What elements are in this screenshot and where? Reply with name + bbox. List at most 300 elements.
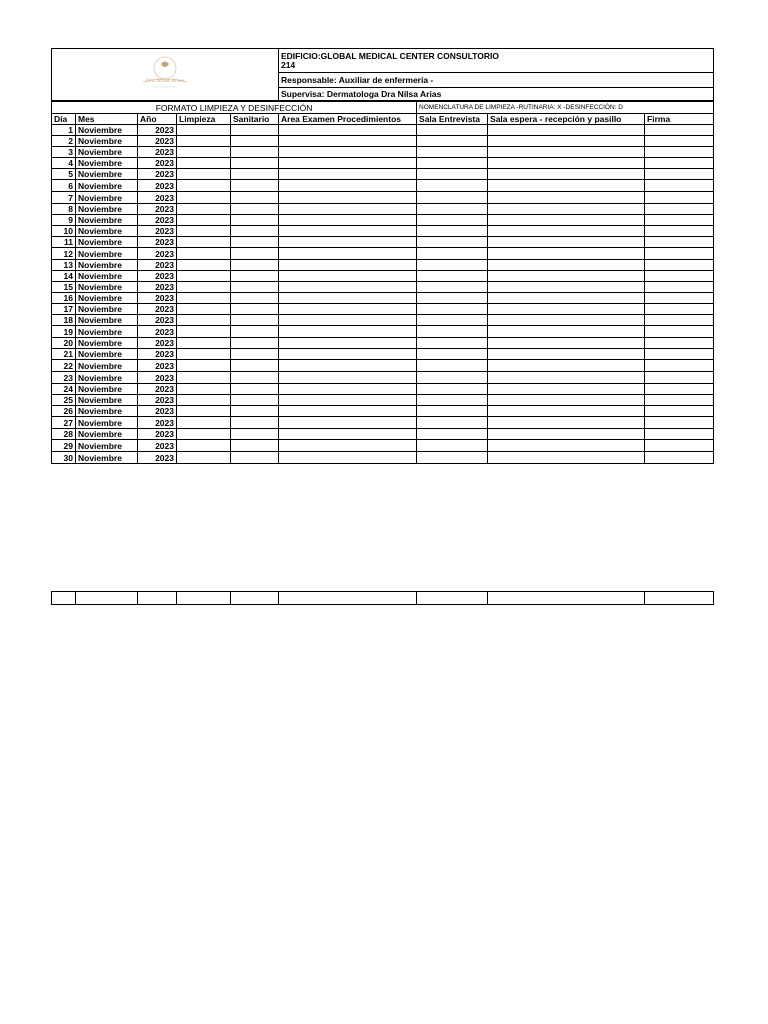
sanitario-cell[interactable]: [231, 338, 279, 349]
firma-cell[interactable]: [645, 349, 714, 360]
limpieza-cell[interactable]: [177, 147, 231, 158]
firma-cell[interactable]: [645, 147, 714, 158]
mes-cell: Noviembre: [76, 395, 138, 406]
ano-cell: 2023: [138, 260, 177, 271]
ano-cell: 2023: [138, 204, 177, 215]
sala-espera-cell[interactable]: [488, 169, 645, 180]
table-row: [52, 271, 714, 282]
col-header-firma: Firma: [645, 114, 714, 125]
col-header-dia: Día: [52, 114, 76, 125]
limpieza-cell[interactable]: [177, 395, 231, 406]
mes-cell: Noviembre: [76, 384, 138, 395]
ano-cell: 2023: [138, 417, 177, 429]
table-row: [52, 304, 714, 315]
mes-cell: Noviembre: [76, 338, 138, 349]
dia-cell: 2: [52, 136, 76, 147]
ano-cell: 2023: [138, 192, 177, 204]
area-examen-cell[interactable]: [279, 158, 417, 169]
table-row: [52, 136, 714, 147]
area-examen-cell[interactable]: [279, 384, 417, 395]
sala-espera-cell[interactable]: [488, 349, 645, 360]
area-examen-cell[interactable]: [279, 282, 417, 293]
area-examen-cell[interactable]: [279, 226, 417, 237]
limpieza-cell[interactable]: [177, 226, 231, 237]
table-row: [52, 180, 714, 192]
sala-entrevista-cell[interactable]: [417, 125, 488, 136]
sala-espera-cell[interactable]: [488, 395, 645, 406]
col-header-sanitario: Sanitario: [231, 114, 279, 125]
sanitario-cell[interactable]: [231, 395, 279, 406]
area-examen-cell[interactable]: [279, 237, 417, 248]
sanitario-cell[interactable]: [231, 271, 279, 282]
ano-cell: 2023: [138, 338, 177, 349]
dia-cell: 26: [52, 406, 76, 417]
sala-entrevista-cell[interactable]: [417, 304, 488, 315]
sala-espera-cell[interactable]: [488, 271, 645, 282]
limpieza-cell[interactable]: [177, 372, 231, 384]
table-row: [52, 440, 714, 452]
dia-cell: 16: [52, 293, 76, 304]
firma-cell[interactable]: [645, 226, 714, 237]
sala-espera-cell[interactable]: [488, 372, 645, 384]
firma-cell[interactable]: [645, 136, 714, 147]
area-examen-cell[interactable]: [279, 417, 417, 429]
table-row: [52, 452, 714, 464]
area-examen-cell[interactable]: [279, 429, 417, 440]
firma-cell[interactable]: [645, 293, 714, 304]
sala-entrevista-cell[interactable]: [417, 271, 488, 282]
limpieza-cell[interactable]: [177, 315, 231, 326]
dia-cell: 29: [52, 440, 76, 452]
area-examen-cell[interactable]: [279, 125, 417, 136]
limpieza-cell[interactable]: [177, 237, 231, 248]
mes-cell: Noviembre: [76, 429, 138, 440]
area-examen-cell[interactable]: [279, 326, 417, 338]
sala-espera-cell[interactable]: [488, 315, 645, 326]
sala-entrevista-cell[interactable]: [417, 452, 488, 464]
ano-cell: 2023: [138, 158, 177, 169]
sala-entrevista-cell[interactable]: [417, 248, 488, 260]
area-examen-cell[interactable]: [279, 304, 417, 315]
sanitario-cell[interactable]: [231, 349, 279, 360]
table-row: [52, 158, 714, 169]
sala-espera-cell[interactable]: [488, 417, 645, 429]
dia-cell: 12: [52, 248, 76, 260]
limpieza-cell[interactable]: [177, 215, 231, 226]
footer-cell[interactable]: [138, 592, 177, 605]
limpieza-cell[interactable]: [177, 326, 231, 338]
sala-entrevista-cell[interactable]: [417, 406, 488, 417]
mes-cell: Noviembre: [76, 192, 138, 204]
limpieza-cell[interactable]: [177, 282, 231, 293]
sala-entrevista-cell[interactable]: [417, 315, 488, 326]
cleaning-log-sheet: [51, 48, 713, 464]
firma-cell[interactable]: [645, 384, 714, 395]
sala-entrevista-cell[interactable]: [417, 417, 488, 429]
blank-footer-row: [51, 591, 713, 605]
ano-cell: 2023: [138, 395, 177, 406]
sala-espera-cell[interactable]: [488, 326, 645, 338]
header-table: [51, 48, 714, 101]
sanitario-cell[interactable]: [231, 158, 279, 169]
mes-cell: Noviembre: [76, 372, 138, 384]
ano-cell: 2023: [138, 304, 177, 315]
limpieza-cell[interactable]: [177, 406, 231, 417]
sala-entrevista-cell[interactable]: [417, 282, 488, 293]
dia-cell: 18: [52, 315, 76, 326]
sala-entrevista-cell[interactable]: [417, 338, 488, 349]
firma-cell[interactable]: [645, 372, 714, 384]
sala-espera-cell[interactable]: [488, 248, 645, 260]
sanitario-cell[interactable]: [231, 304, 279, 315]
firma-cell[interactable]: [645, 282, 714, 293]
edificio-line2: 214: [281, 59, 296, 70]
dia-cell: 11: [52, 237, 76, 248]
sala-entrevista-cell[interactable]: [417, 293, 488, 304]
mes-cell: Noviembre: [76, 271, 138, 282]
firma-cell[interactable]: [645, 248, 714, 260]
sanitario-cell[interactable]: [231, 248, 279, 260]
limpieza-cell[interactable]: [177, 158, 231, 169]
dia-cell: 20: [52, 338, 76, 349]
dia-cell: 19: [52, 326, 76, 338]
limpieza-cell[interactable]: [177, 360, 231, 372]
limpieza-cell[interactable]: [177, 169, 231, 180]
logo-text: Dra Nilsa Arias: [145, 77, 185, 84]
mes-cell: Noviembre: [76, 349, 138, 360]
dia-cell: 13: [52, 260, 76, 271]
firma-cell[interactable]: [645, 395, 714, 406]
sala-entrevista-cell[interactable]: [417, 349, 488, 360]
supervisa-cell: Supervisa: Dermatologa Dra Nilsa Arias: [279, 88, 714, 101]
firma-cell[interactable]: [645, 158, 714, 169]
sala-espera-cell[interactable]: [488, 293, 645, 304]
sala-espera-cell[interactable]: [488, 136, 645, 147]
mes-cell: Noviembre: [76, 260, 138, 271]
ano-cell: 2023: [138, 169, 177, 180]
table-row: [52, 204, 714, 215]
mes-cell: Noviembre: [76, 315, 138, 326]
table-row: [52, 237, 714, 248]
col-header-ano: Año: [138, 114, 177, 125]
area-examen-cell[interactable]: [279, 271, 417, 282]
sala-espera-cell[interactable]: [488, 158, 645, 169]
limpieza-cell[interactable]: [177, 192, 231, 204]
sala-espera-cell[interactable]: [488, 384, 645, 395]
mes-cell: Noviembre: [76, 406, 138, 417]
mes-cell: Noviembre: [76, 326, 138, 338]
column-header-row: [52, 114, 714, 125]
limpieza-cell[interactable]: [177, 293, 231, 304]
dia-cell: 10: [52, 226, 76, 237]
sanitario-cell[interactable]: [231, 440, 279, 452]
dia-cell: 22: [52, 360, 76, 372]
area-examen-cell[interactable]: [279, 395, 417, 406]
table-row: [52, 125, 714, 136]
sala-entrevista-cell[interactable]: [417, 136, 488, 147]
ano-cell: 2023: [138, 147, 177, 158]
area-examen-cell[interactable]: [279, 169, 417, 180]
area-examen-cell[interactable]: [279, 260, 417, 271]
area-examen-cell[interactable]: [279, 215, 417, 226]
sanitario-cell[interactable]: [231, 136, 279, 147]
log-body: [52, 125, 714, 464]
firma-cell[interactable]: [645, 215, 714, 226]
firma-cell[interactable]: [645, 417, 714, 429]
sala-entrevista-cell[interactable]: [417, 360, 488, 372]
firma-cell[interactable]: [645, 169, 714, 180]
col-header-limpieza: Limpieza: [177, 114, 231, 125]
edificio-cell: [279, 49, 714, 73]
firma-cell[interactable]: [645, 315, 714, 326]
edificio-line1: EDIFICIO:GLOBAL MEDICAL CENTER CONSULTORIO: [281, 50, 500, 61]
area-examen-cell[interactable]: [279, 180, 417, 192]
mes-cell: Noviembre: [76, 440, 138, 452]
sanitario-cell[interactable]: [231, 326, 279, 338]
area-examen-cell[interactable]: [279, 248, 417, 260]
limpieza-cell[interactable]: [177, 304, 231, 315]
sanitario-cell[interactable]: [231, 147, 279, 158]
area-examen-cell[interactable]: [279, 440, 417, 452]
col-header-mes: Mes: [76, 114, 138, 125]
limpieza-cell[interactable]: [177, 260, 231, 271]
firma-cell[interactable]: [645, 192, 714, 204]
area-examen-cell[interactable]: [279, 136, 417, 147]
sanitario-cell[interactable]: [231, 226, 279, 237]
ano-cell: 2023: [138, 440, 177, 452]
sala-entrevista-cell[interactable]: [417, 204, 488, 215]
mes-cell: Noviembre: [76, 282, 138, 293]
table-row: [52, 395, 714, 406]
limpieza-cell[interactable]: [177, 349, 231, 360]
limpieza-cell[interactable]: [177, 125, 231, 136]
limpieza-cell[interactable]: [177, 429, 231, 440]
area-examen-cell[interactable]: [279, 360, 417, 372]
area-examen-cell[interactable]: [279, 372, 417, 384]
sala-entrevista-cell[interactable]: [417, 180, 488, 192]
sala-entrevista-cell[interactable]: [417, 226, 488, 237]
dia-cell: 27: [52, 417, 76, 429]
area-examen-cell[interactable]: [279, 349, 417, 360]
ano-cell: 2023: [138, 293, 177, 304]
firma-cell[interactable]: [645, 440, 714, 452]
sala-espera-cell[interactable]: [488, 147, 645, 158]
table-row: [52, 226, 714, 237]
firma-cell[interactable]: [645, 360, 714, 372]
limpieza-cell[interactable]: [177, 136, 231, 147]
mes-cell: Noviembre: [76, 417, 138, 429]
dia-cell: 9: [52, 215, 76, 226]
table-row: [52, 169, 714, 180]
sanitario-cell[interactable]: [231, 417, 279, 429]
ano-cell: 2023: [138, 384, 177, 395]
sala-entrevista-cell[interactable]: [417, 429, 488, 440]
sala-entrevista-cell[interactable]: [417, 395, 488, 406]
sala-espera-cell[interactable]: [488, 226, 645, 237]
area-examen-cell[interactable]: [279, 147, 417, 158]
table-row: [52, 429, 714, 440]
sanitario-cell[interactable]: [231, 237, 279, 248]
firma-cell[interactable]: [645, 260, 714, 271]
sanitario-cell[interactable]: [231, 293, 279, 304]
sala-entrevista-cell[interactable]: [417, 215, 488, 226]
sala-espera-cell[interactable]: [488, 260, 645, 271]
area-examen-cell[interactable]: [279, 406, 417, 417]
area-examen-cell[interactable]: [279, 315, 417, 326]
sala-espera-cell[interactable]: [488, 192, 645, 204]
dia-cell: 14: [52, 271, 76, 282]
footer-cell[interactable]: [279, 592, 417, 605]
limpieza-cell[interactable]: [177, 248, 231, 260]
logo-cell: [52, 49, 279, 101]
sanitario-cell[interactable]: [231, 452, 279, 464]
sala-espera-cell[interactable]: [488, 304, 645, 315]
sanitario-cell[interactable]: [231, 125, 279, 136]
footer-cell[interactable]: [52, 592, 76, 605]
sala-entrevista-cell[interactable]: [417, 192, 488, 204]
limpieza-cell[interactable]: [177, 440, 231, 452]
firma-cell[interactable]: [645, 237, 714, 248]
ano-cell: 2023: [138, 349, 177, 360]
sala-espera-cell[interactable]: [488, 215, 645, 226]
dia-cell: 8: [52, 204, 76, 215]
firma-cell[interactable]: [645, 204, 714, 215]
sanitario-cell[interactable]: [231, 204, 279, 215]
sala-entrevista-cell[interactable]: [417, 384, 488, 395]
sala-espera-cell[interactable]: [488, 237, 645, 248]
table-row: [52, 147, 714, 158]
sanitario-cell[interactable]: [231, 360, 279, 372]
footer-cell[interactable]: [231, 592, 279, 605]
footer-cell[interactable]: [76, 592, 138, 605]
sanitario-cell[interactable]: [231, 429, 279, 440]
sala-entrevista-cell[interactable]: [417, 440, 488, 452]
footer-cell[interactable]: [417, 592, 488, 605]
sanitario-cell[interactable]: [231, 372, 279, 384]
sala-espera-cell[interactable]: [488, 429, 645, 440]
col-header-sala-espera: Sala espera - recepción y pasillo: [488, 114, 645, 125]
mes-cell: Noviembre: [76, 248, 138, 260]
sala-entrevista-cell[interactable]: [417, 372, 488, 384]
area-examen-cell[interactable]: [279, 204, 417, 215]
limpieza-cell[interactable]: [177, 384, 231, 395]
dia-cell: 6: [52, 180, 76, 192]
ano-cell: 2023: [138, 282, 177, 293]
firma-cell[interactable]: [645, 452, 714, 464]
firma-cell[interactable]: [645, 326, 714, 338]
firma-cell[interactable]: [645, 338, 714, 349]
sanitario-cell[interactable]: [231, 169, 279, 180]
sanitario-cell[interactable]: [231, 282, 279, 293]
limpieza-cell[interactable]: [177, 204, 231, 215]
sala-espera-cell[interactable]: [488, 282, 645, 293]
limpieza-cell[interactable]: [177, 452, 231, 464]
firma-cell[interactable]: [645, 304, 714, 315]
limpieza-cell[interactable]: [177, 338, 231, 349]
footer-cell[interactable]: [177, 592, 231, 605]
limpieza-cell[interactable]: [177, 180, 231, 192]
sala-entrevista-cell[interactable]: [417, 237, 488, 248]
log-table: [51, 101, 714, 464]
ano-cell: 2023: [138, 315, 177, 326]
nomenclatura-legend: NOMENCLATURA DE LIMPIEZA -RUTINARIA: X -DESINFECCIÓN: D: [417, 102, 714, 114]
ano-cell: 2023: [138, 360, 177, 372]
dia-cell: 24: [52, 384, 76, 395]
sala-espera-cell[interactable]: [488, 440, 645, 452]
area-examen-cell[interactable]: [279, 452, 417, 464]
firma-cell[interactable]: [645, 180, 714, 192]
table-row: [52, 315, 714, 326]
firma-cell[interactable]: [645, 429, 714, 440]
ano-cell: 2023: [138, 429, 177, 440]
sala-espera-cell[interactable]: [488, 338, 645, 349]
dia-cell: 28: [52, 429, 76, 440]
col-header-sala-entrevista: Sala Entrevista: [417, 114, 488, 125]
table-row: [52, 417, 714, 429]
ano-cell: 2023: [138, 271, 177, 282]
sala-espera-cell[interactable]: [488, 360, 645, 372]
footer-cell[interactable]: [645, 592, 714, 605]
firma-cell[interactable]: [645, 271, 714, 282]
mes-cell: Noviembre: [76, 147, 138, 158]
sala-espera-cell[interactable]: [488, 180, 645, 192]
sanitario-cell[interactable]: [231, 406, 279, 417]
table-row: [52, 384, 714, 395]
ano-cell: 2023: [138, 215, 177, 226]
ano-cell: 2023: [138, 372, 177, 384]
area-examen-cell[interactable]: [279, 293, 417, 304]
dia-cell: 30: [52, 452, 76, 464]
mes-cell: Noviembre: [76, 237, 138, 248]
clinic-logo: [135, 54, 195, 94]
sanitario-cell[interactable]: [231, 260, 279, 271]
limpieza-cell[interactable]: [177, 271, 231, 282]
area-examen-cell[interactable]: [279, 338, 417, 349]
sanitario-cell[interactable]: [231, 384, 279, 395]
sala-entrevista-cell[interactable]: [417, 158, 488, 169]
sala-entrevista-cell[interactable]: [417, 260, 488, 271]
sala-espera-cell[interactable]: [488, 406, 645, 417]
col-header-area-examen: Area Examen Procedimientos: [279, 114, 417, 125]
area-examen-cell[interactable]: [279, 192, 417, 204]
sala-espera-cell[interactable]: [488, 204, 645, 215]
footer-cell[interactable]: [488, 592, 645, 605]
sanitario-cell[interactable]: [231, 315, 279, 326]
sala-espera-cell[interactable]: [488, 452, 645, 464]
sala-espera-cell[interactable]: [488, 125, 645, 136]
sanitario-cell[interactable]: [231, 192, 279, 204]
table-row: [52, 293, 714, 304]
sanitario-cell[interactable]: [231, 215, 279, 226]
firma-cell[interactable]: [645, 125, 714, 136]
firma-cell[interactable]: [645, 406, 714, 417]
sala-entrevista-cell[interactable]: [417, 169, 488, 180]
mes-cell: Noviembre: [76, 293, 138, 304]
ano-cell: 2023: [138, 452, 177, 464]
mes-cell: Noviembre: [76, 226, 138, 237]
table-row: [52, 282, 714, 293]
limpieza-cell[interactable]: [177, 417, 231, 429]
sanitario-cell[interactable]: [231, 180, 279, 192]
ano-cell: 2023: [138, 237, 177, 248]
table-row: [52, 260, 714, 271]
sala-entrevista-cell[interactable]: [417, 326, 488, 338]
sala-entrevista-cell[interactable]: [417, 147, 488, 158]
table-row: [52, 248, 714, 260]
ano-cell: 2023: [138, 180, 177, 192]
mes-cell: Noviembre: [76, 452, 138, 464]
ano-cell: 2023: [138, 226, 177, 237]
